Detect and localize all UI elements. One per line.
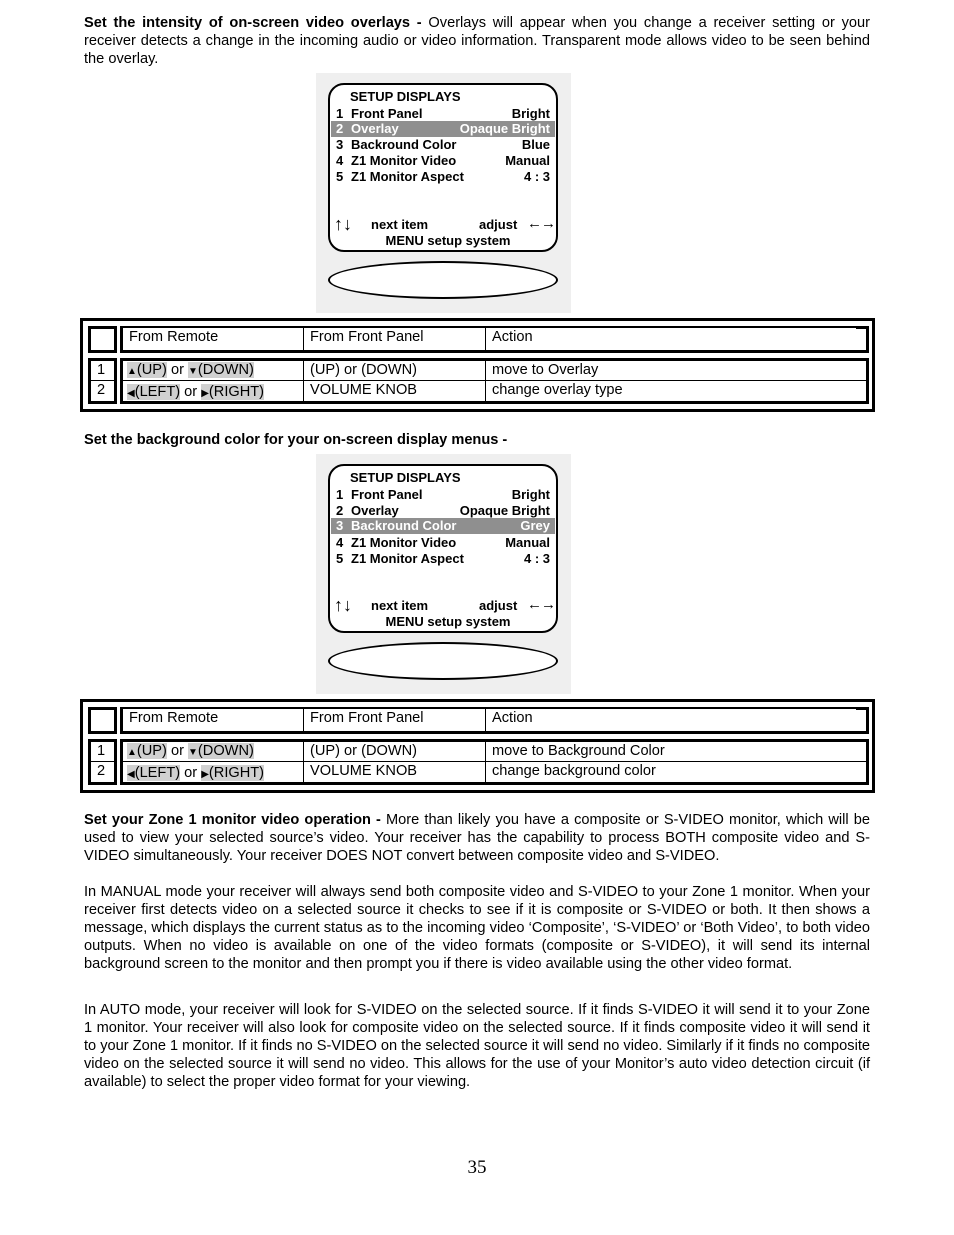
menu-item-value: Opaque Bright bbox=[459, 503, 550, 518]
menu-item-number: 5 bbox=[336, 169, 344, 184]
menu-item-label: Z1 Monitor Aspect bbox=[351, 551, 464, 566]
next-item-hint: next item bbox=[371, 217, 429, 232]
menu-title: SETUP DISPLAYS bbox=[350, 470, 461, 485]
menu-item-monitor-aspect bbox=[331, 551, 555, 567]
menu-item-monitor-video bbox=[331, 535, 555, 551]
background-control-table bbox=[80, 699, 875, 793]
menu-item-label: Overlay bbox=[351, 503, 399, 518]
remote-left-key: ◀(LEFT) bbox=[127, 765, 181, 781]
menu-item-front-panel bbox=[331, 106, 555, 122]
menu-item-number: 3 bbox=[336, 518, 344, 533]
menu-item-value: Blue bbox=[521, 137, 550, 152]
page-number: 35 bbox=[467, 1157, 487, 1178]
overlay-control-table bbox=[80, 318, 875, 412]
menu-item-number: 1 bbox=[336, 487, 344, 502]
menu-item-number: 3 bbox=[336, 137, 344, 152]
menu-item-label: Z1 Monitor Aspect bbox=[351, 169, 464, 184]
menu-item-background-color bbox=[331, 137, 555, 153]
left-triangle-icon: ◀ bbox=[127, 388, 135, 399]
tv-display bbox=[328, 83, 558, 252]
remote-down-key: ▼(DOWN) bbox=[188, 743, 254, 759]
up-down-arrows-icon: ↑↓ bbox=[334, 595, 352, 615]
menu-item-value: Bright bbox=[511, 106, 550, 121]
menu-item-label: Front Panel bbox=[351, 106, 423, 121]
zone1-video-description: More than likely you have a composite or S-VIDEO monitor, which will be used to view your selected source’s video. Your receiver has the capability to process BOTH composite video and S-VIDEO simultaneously. Your receiver DOES NOT convert between composite video and S-VIDEO. bbox=[84, 812, 871, 864]
menu-item-monitor-video bbox=[331, 153, 555, 169]
menu-item-label: Backround Color bbox=[351, 137, 457, 152]
remote-left-right-cell bbox=[123, 762, 304, 782]
menu-setup-hint: MENU setup system bbox=[385, 233, 511, 248]
next-item-hint: next item bbox=[371, 598, 429, 613]
menu-item-monitor-aspect bbox=[331, 169, 555, 185]
menu-item-label: Backround Color bbox=[351, 518, 457, 533]
auto-mode-paragraph: In AUTO mode, your receiver will look for S-VIDEO on the selected source. If it finds S-VIDEO it will send it to your Zone 1 monitor. Your receiver will also look for composite video on the selected source. If it finds composite video it will send it to your Zone 1 monitor. If it finds no S-VIDEO on the selected source it will send no video. Similarly if it finds no composite video on the selected source it will send no video. This allows for the use of your Monitor’s auto video detection circuit (if available) to select the proper video format for your viewing. bbox=[84, 1002, 870, 1090]
menu-item-overlay-selected bbox=[331, 121, 555, 137]
intro-overlay-paragraph bbox=[84, 14, 870, 68]
front-panel-display-oval bbox=[328, 261, 558, 299]
setup-displays-screen-background bbox=[316, 454, 571, 694]
setup-displays-screen-overlay bbox=[316, 73, 571, 313]
menu-item-value: 4 : 3 bbox=[523, 551, 550, 566]
row-number: 1 bbox=[91, 361, 114, 381]
menu-item-label: Z1 Monitor Video bbox=[351, 153, 457, 168]
or-label: or bbox=[184, 765, 198, 781]
right-triangle-icon: ▶ bbox=[201, 769, 209, 780]
remote-up-down-cell bbox=[123, 361, 304, 381]
menu-item-number: 4 bbox=[336, 535, 344, 550]
table-header-blank bbox=[88, 326, 117, 353]
panel-up-down-cell: (UP) or (DOWN) bbox=[304, 361, 486, 381]
menu-item-label: Overlay bbox=[351, 121, 399, 136]
front-panel-display-oval bbox=[328, 642, 558, 680]
left-right-arrows-icon: ←→ bbox=[527, 596, 555, 613]
menu-item-label: Z1 Monitor Video bbox=[351, 535, 457, 550]
panel-volume-knob-cell: VOLUME KNOB bbox=[304, 381, 486, 401]
right-triangle-icon: ▶ bbox=[201, 388, 209, 399]
remote-up-down-cell bbox=[123, 742, 304, 762]
up-triangle-icon: ▲ bbox=[127, 747, 137, 758]
overlay-heading: Set the intensity of on-screen video overlays - bbox=[84, 15, 422, 31]
header-action: Action bbox=[486, 709, 856, 731]
or-label: or bbox=[170, 743, 184, 759]
down-triangle-icon: ▼ bbox=[188, 747, 198, 758]
menu-item-overlay bbox=[331, 503, 555, 519]
action-cell: move to Background Color bbox=[486, 742, 866, 762]
menu-item-value: Grey bbox=[520, 518, 550, 533]
menu-item-value: Manual bbox=[505, 153, 550, 168]
remote-up-key: ▲(UP) bbox=[127, 362, 167, 378]
menu-item-number: 2 bbox=[336, 121, 344, 136]
menu-item-number: 4 bbox=[336, 153, 344, 168]
menu-item-value: Opaque Bright bbox=[459, 121, 550, 136]
menu-item-value: 4 : 3 bbox=[523, 169, 550, 184]
header-from-remote: From Remote bbox=[123, 709, 304, 731]
panel-up-down-cell: (UP) or (DOWN) bbox=[304, 742, 486, 762]
header-from-front-panel: From Front Panel bbox=[304, 328, 486, 350]
up-triangle-icon: ▲ bbox=[127, 366, 137, 377]
action-cell: change background color bbox=[486, 762, 866, 782]
menu-item-number: 2 bbox=[336, 503, 344, 518]
action-cell: change overlay type bbox=[486, 381, 866, 401]
header-action: Action bbox=[486, 328, 856, 350]
menu-item-front-panel bbox=[331, 487, 555, 503]
menu-item-background-color-selected bbox=[331, 518, 555, 534]
menu-item-number: 5 bbox=[336, 551, 344, 566]
menu-item-number: 1 bbox=[336, 106, 344, 121]
adjust-hint: adjust bbox=[479, 598, 518, 613]
header-from-front-panel: From Front Panel bbox=[304, 709, 486, 731]
menu-title: SETUP DISPLAYS bbox=[350, 89, 461, 104]
row-number: 1 bbox=[91, 742, 114, 762]
or-label: or bbox=[184, 384, 198, 400]
adjust-hint: adjust bbox=[479, 217, 518, 232]
zone1-video-paragraph bbox=[84, 811, 870, 865]
zone1-video-heading: Set your Zone 1 monitor video operation - bbox=[84, 812, 381, 828]
menu-setup-hint: MENU setup system bbox=[385, 614, 511, 629]
or-label: or bbox=[170, 362, 184, 378]
remote-left-key: ◀(LEFT) bbox=[127, 384, 181, 400]
up-down-arrows-icon: ↑↓ bbox=[334, 214, 352, 234]
table-header-blank bbox=[88, 707, 117, 734]
row-number: 2 bbox=[91, 762, 114, 782]
background-color-paragraph bbox=[84, 431, 870, 449]
remote-right-key: ▶(RIGHT) bbox=[201, 765, 265, 781]
background-color-heading: Set the background color for your on-screen display menus - bbox=[84, 432, 508, 448]
remote-right-key: ▶(RIGHT) bbox=[201, 384, 265, 400]
remote-down-key: ▼(DOWN) bbox=[188, 362, 254, 378]
remote-up-key: ▲(UP) bbox=[127, 743, 167, 759]
overlay-description: Overlays will appear when you change a receiver setting or your receiver detects a change in the incoming audio or video information. Transparent mode allows video to be seen behind the overlay. bbox=[84, 15, 871, 67]
tv-display bbox=[328, 464, 558, 633]
menu-item-value: Bright bbox=[511, 487, 550, 502]
action-cell: move to Overlay bbox=[486, 361, 866, 381]
manual-mode-paragraph: In MANUAL mode your receiver will always send both composite video and S-VIDEO to your Zone 1 monitor. When your receiver first detects video on a selected source it checks to see if it is composite or S-VIDEO or both. It then shows a message, which displays the current status as to the incoming video ‘Composite’, ‘S-VIDEO’ or ‘Both Video’, to both video outputs. When no video is available on one of the video formats (composite or S-VIDEO), it will send its internal background screen to the monitor and then prompt you if there is video available using the other video format. bbox=[84, 884, 870, 972]
menu-item-value: Manual bbox=[505, 535, 550, 550]
menu-item-label: Front Panel bbox=[351, 487, 423, 502]
header-from-remote: From Remote bbox=[123, 328, 304, 350]
remote-left-right-cell bbox=[123, 381, 304, 401]
row-number: 2 bbox=[91, 381, 114, 401]
down-triangle-icon: ▼ bbox=[188, 366, 198, 377]
left-right-arrows-icon: ←→ bbox=[527, 215, 555, 232]
left-triangle-icon: ◀ bbox=[127, 769, 135, 780]
panel-volume-knob-cell: VOLUME KNOB bbox=[304, 762, 486, 782]
